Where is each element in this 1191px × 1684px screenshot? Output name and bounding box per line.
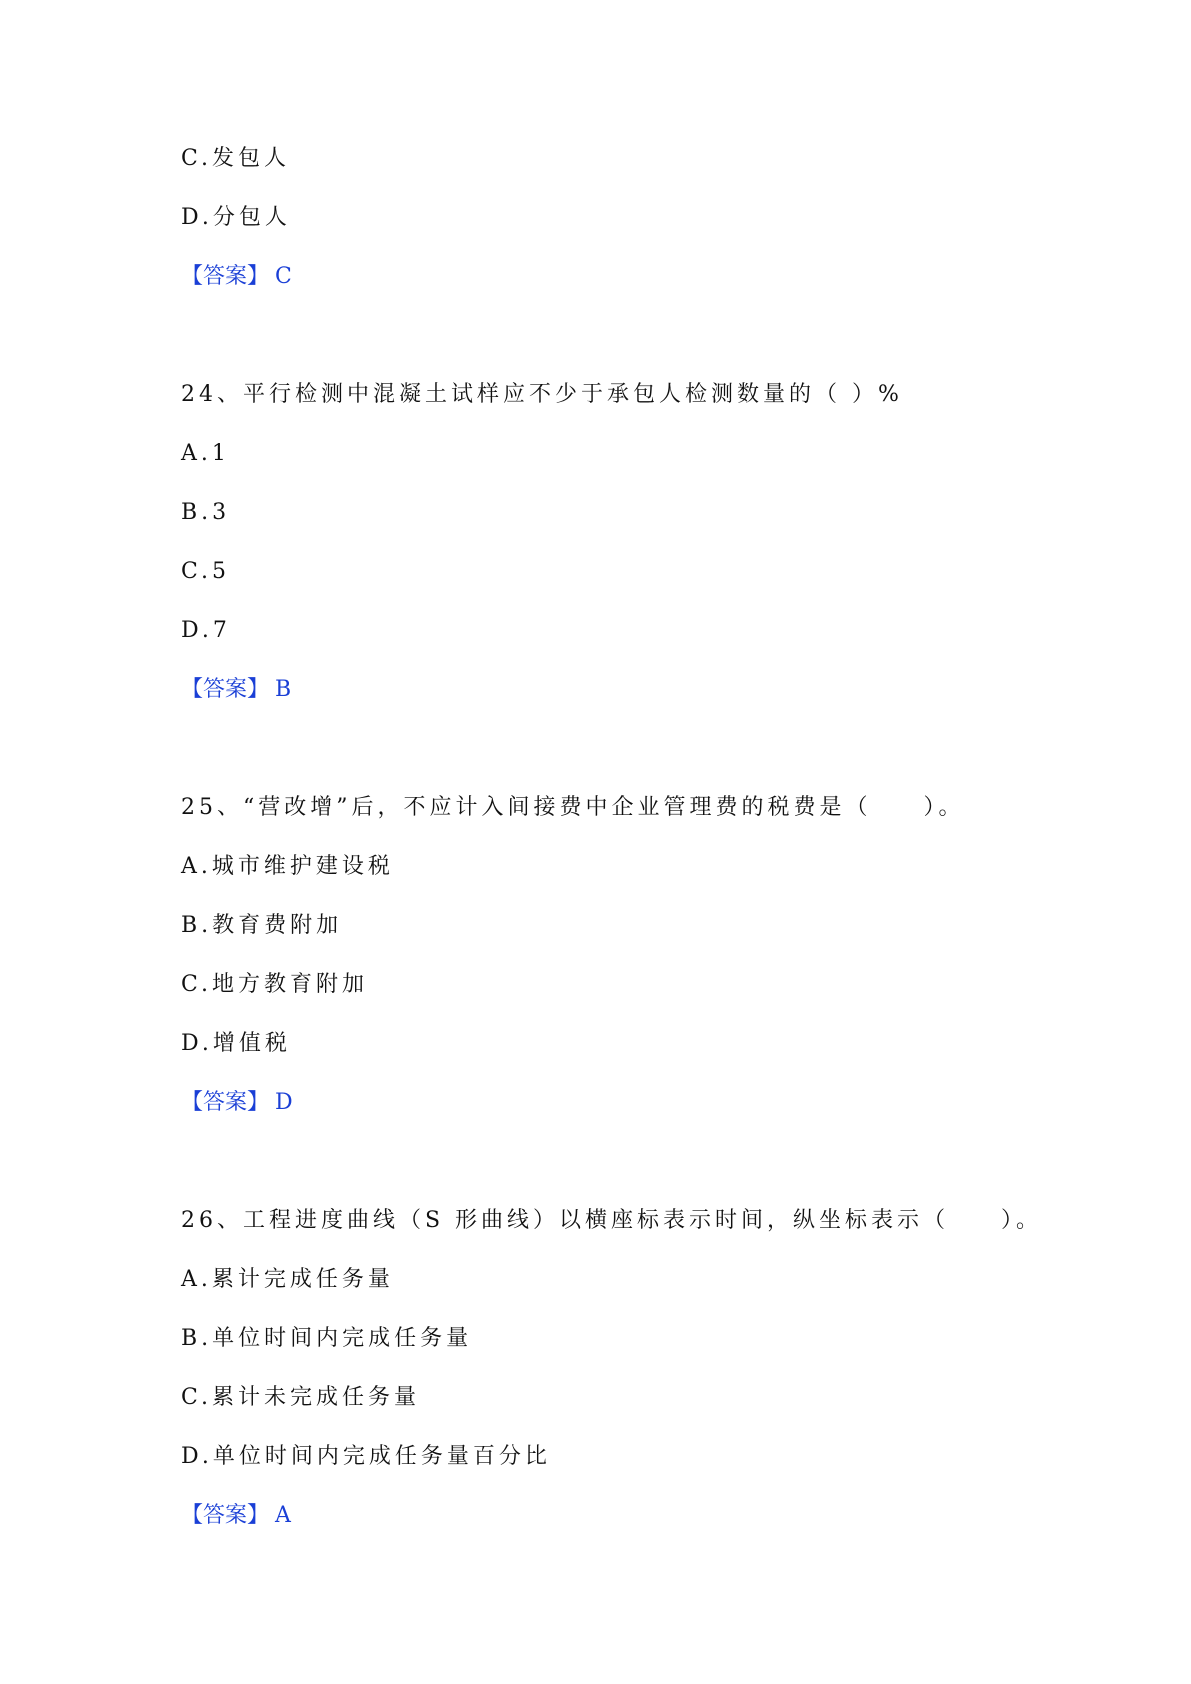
answer-value: A [275,1503,294,1528]
option-b: B.教育费附加 [181,913,343,938]
answer-label: 【答案】 [181,677,270,702]
option-c: C.发包人 [181,146,291,171]
answer-line [181,1501,294,1531]
option-a: A.城市维护建设税 [181,854,394,879]
answer-value: D [275,1090,296,1115]
option-d: D.单位时间内完成任务量百分比 [181,1444,551,1469]
answer-label: 【答案】 [181,264,270,289]
question-25: 25、“营改增”后，不应计入间接费中企业管理费的税费是（ ）。 [181,795,965,820]
option-a: A.1 [181,441,230,466]
answer-value: C [275,264,295,289]
option-a: A.累计完成任务量 [181,1267,394,1292]
answer-label: 【答案】 [181,1503,270,1528]
option-b: B.单位时间内完成任务量 [181,1326,473,1351]
answer-value: B [275,677,295,702]
option-d: D.7 [181,618,231,643]
option-c: C.地方教育附加 [181,972,369,997]
option-d: D.增值税 [181,1031,291,1056]
answer-line [181,262,295,292]
question-26: 26、工程进度曲线（S 形曲线）以横座标表示时间，纵坐标表示（ ）。 [181,1208,1043,1233]
option-c: C.累计未完成任务量 [181,1385,421,1410]
option-c: C.5 [181,559,231,584]
option-b: B.3 [181,500,231,525]
answer-line [181,675,294,705]
option-d: D.分包人 [181,205,291,230]
answer-line [181,1088,296,1118]
question-24: 24、平行检测中混凝土试样应不少于承包人检测数量的（ ）% [181,382,903,407]
answer-label: 【答案】 [181,1090,270,1115]
